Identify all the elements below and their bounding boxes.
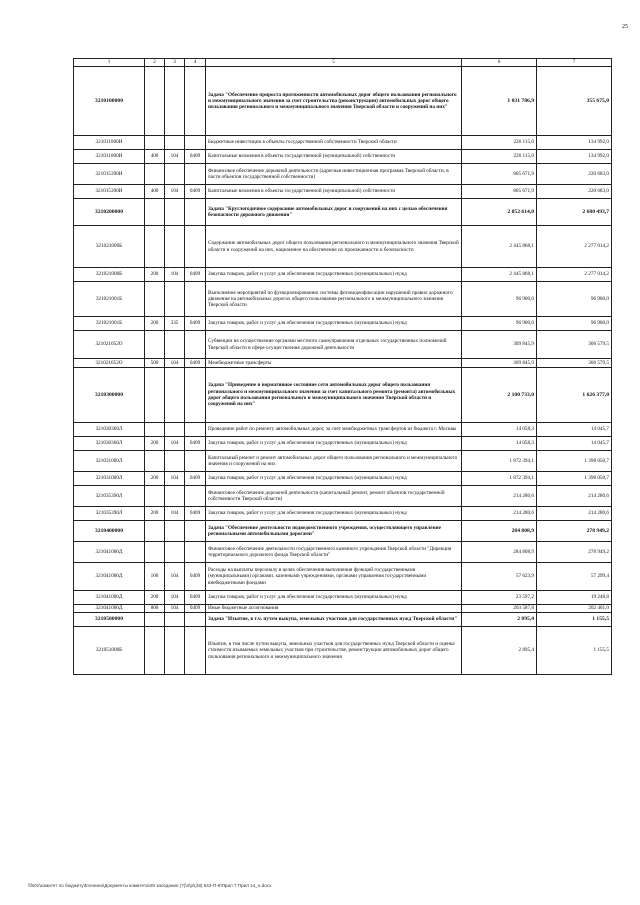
cell-col2: 200 [145,507,165,521]
table-row [74,226,612,268]
cell-value-col7: 220 683,0 [537,185,612,199]
cell-value-col7: 14 045,7 [537,437,612,451]
cell-description: Задача "Обеспечение деятельности подведомственного учреждения, осуществляющего управление региональными автомобильными дорогами" [206,521,462,542]
budget-table-body [74,67,612,675]
cell-value-col7: 306 579,5 [537,331,612,359]
table-row [74,563,612,591]
cell-code: 321035390Л [74,507,145,521]
cell-col2 [145,199,165,226]
table-row [74,423,612,437]
cell-col4: 0409 [185,605,206,613]
cell-col3 [165,331,185,359]
cell-value-col7: 202 401,0 [537,605,612,613]
table-row [74,331,612,359]
cell-value-col6: 805 671,9 [462,164,537,185]
cell-code: 321041000Д [74,605,145,613]
cell-value-col7: 96 900,0 [537,282,612,317]
cell-col2: 400 [145,150,165,164]
cell-col3: 335 [165,317,185,331]
cell-col3 [165,226,185,268]
cell-col2 [145,627,165,675]
cell-value-col7: 306 579,5 [537,359,612,368]
cell-col2 [145,67,165,136]
cell-value-col6: 226 115,0 [462,136,537,150]
cell-code: 321031000Л [74,472,145,486]
table-row [74,437,612,451]
cell-value-col6: 1 872 394,1 [462,472,537,486]
cell-code: 321021000Б [74,268,145,282]
cell-value-col7: 19 248,8 [537,591,612,605]
cell-col2 [145,368,165,423]
cell-col3 [165,136,185,150]
cell-col4: 0409 [185,359,206,368]
column-header-7: 7 [537,59,612,67]
column-header-1: 1 [74,59,145,67]
cell-value-col6: 284 808,9 [462,521,537,542]
cell-col2 [145,451,165,472]
cell-col4 [185,164,206,185]
cell-value-col7: 1 155,5 [537,627,612,675]
cell-col3 [165,521,185,542]
task-row [74,368,612,423]
cell-value-col6: 214 280,6 [462,486,537,507]
cell-col3 [165,451,185,472]
cell-col4: 0409 [185,317,206,331]
table-row [74,627,612,675]
cell-col3 [165,164,185,185]
cell-code: 3210300000 [74,368,145,423]
cell-code: 321041000Д [74,563,145,591]
cell-col3 [165,542,185,563]
cell-value-col7: 1 626 377,0 [537,368,612,423]
table-row [74,507,612,521]
cell-value-col6: 805 671,9 [462,185,537,199]
cell-value-col6: 309 845,9 [462,359,537,368]
cell-description: Закупка товаров, работ и услуг для обеспечения государственных (муниципальных) нужд [206,317,462,331]
cell-col4: 0409 [185,591,206,605]
cell-value-col6: 14 058,3 [462,437,537,451]
table-row [74,136,612,150]
cell-description: Выполнение мероприятий по функционированию системы фотовидеофиксации нарушений правил дорожного движения на автомобильных дорогах общего пользования регионального и межмуниципального значения Тверской области [206,282,462,317]
column-header-2: 2 [145,59,165,67]
table-row [74,268,612,282]
column-header-4: 4 [185,59,206,67]
cell-code: 321021000Б [74,226,145,268]
cell-code: 321011000И [74,150,145,164]
cell-value-col7: 355 675,0 [537,67,612,136]
cell-value-col6: 2 895,4 [462,627,537,675]
cell-description: Задача "Изъятие, в т.ч. путем выкупа, земельных участков для государственных нужд Тверской области" [206,613,462,627]
footer-file-path: \\fs01\комитет по бюджету\Есенина\Документы комитета\28 заседание (7)\п\р\(28) 542-П-6\Прил 7 Прил 14_н.docx [28,883,272,888]
cell-col3: 104 [165,472,185,486]
cell-value-col6: 226 115,0 [462,150,537,164]
cell-col2: 200 [145,317,165,331]
cell-code: 3210200000 [74,199,145,226]
cell-value-col7: 214 280,6 [537,507,612,521]
table-row [74,317,612,331]
cell-value-col7: 1 398 050,7 [537,472,612,486]
cell-col3: 104 [165,437,185,451]
cell-code: 3210100000 [74,67,145,136]
cell-code: 321015390И [74,185,145,199]
task-row [74,199,612,226]
cell-col3: 104 [165,359,185,368]
task-row [74,67,612,136]
cell-value-col7: 96 900,0 [537,317,612,331]
cell-col3 [165,423,185,437]
page-number: 25 [622,24,628,30]
cell-col4 [185,613,206,627]
table-row [74,605,612,613]
cell-value-col6: 96 900,0 [462,282,537,317]
table-row [74,486,612,507]
table-row [74,359,612,368]
cell-col2: 100 [145,563,165,591]
cell-col3 [165,67,185,136]
cell-description: Изъятие, в том числе путем выкупа, земельных участков для государственных нужд Тверской области и оценка стоимости изымаемых земельных участков при строительстве, реконструкции автомобильных дорог общего пользования регионального и межмуниципального значения [206,627,462,675]
budget-table [73,58,612,675]
cell-description: Проведение работ по ремонту автомобильных дорог, за счет межбюджетных трансфертов из бюджета г. Москвы [206,423,462,437]
cell-description: Задача "Приведение в нормативное состояние сети автомобильных дорог общего пользования регионального и межмуниципального значения за счет капитального ремонта (ремонта) автомобильных дорог общего пользования регионального и межмуниципального значения Тверской области и сооружений на них" [206,368,462,423]
cell-col4 [185,199,206,226]
cell-value-col7: 2 277 014,2 [537,226,612,268]
column-header-6: 6 [462,59,537,67]
cell-code: 321030360Л [74,437,145,451]
cell-col3 [165,199,185,226]
cell-description: Капитальные вложения в объекты государственной (муниципальной) собственности [206,150,462,164]
cell-col2 [145,136,165,150]
cell-value-col7: 278 949,2 [537,521,612,542]
cell-code: 321041000Д [74,591,145,605]
cell-value-col6: 214 280,6 [462,507,537,521]
cell-col3 [165,368,185,423]
cell-code: 321030360Л [74,423,145,437]
cell-description: Задача "Обеспечение прироста протяженности автомобильных дорог общего пользования регионального и межмуниципального значения за счет строительства (реконструкции) автомобильных дорог общего пользования регионального и межмуниципального значения Тверской области и сооружений на них" [206,67,462,136]
cell-value-col6: 2 445 868,1 [462,226,537,268]
cell-col2: 200 [145,437,165,451]
cell-value-col6: 1 872 394,1 [462,451,537,472]
cell-col2 [145,164,165,185]
cell-col2: 200 [145,268,165,282]
table-row [74,185,612,199]
cell-code: 321021001Б [74,282,145,317]
cell-col4 [185,521,206,542]
cell-value-col6: 23 597,2 [462,591,537,605]
cell-col4 [185,627,206,675]
cell-code: 321041000Д [74,542,145,563]
cell-col2: 400 [145,185,165,199]
cell-col4: 0409 [185,268,206,282]
cell-value-col6: 2 852 614,0 [462,199,537,226]
table-row [74,164,612,185]
cell-description: Финансовое обеспечение дорожной деятельности (адресная инвестиционная программа Тверской области, в части объектов государственной собственности) [206,164,462,185]
cell-col4 [185,136,206,150]
cell-col4 [185,486,206,507]
cell-col4 [185,451,206,472]
cell-col4 [185,542,206,563]
cell-col4 [185,282,206,317]
cell-col4: 0409 [185,437,206,451]
cell-value-col6: 14 058,3 [462,423,537,437]
cell-description: Субвенции на осуществление органами местного самоуправления отдельных государственных полномочий Тверской области в сфере осуществления дорожной деятельности [206,331,462,359]
cell-value-col7: 2 680 493,7 [537,199,612,226]
cell-code: 321021052О [74,331,145,359]
cell-col2: 800 [145,605,165,613]
cell-description: Расходы на выплаты персоналу в целях обеспечения выполнения функций государственными (муниципальными) органами, казенными учреждениями, органами управления государственными внебюджетными фондами [206,563,462,591]
cell-value-col7: 134 992,0 [537,136,612,150]
cell-col4: 0409 [185,507,206,521]
column-header-3: 3 [165,59,185,67]
cell-col2 [145,226,165,268]
cell-value-col7: 57 299,4 [537,563,612,591]
cell-col2 [145,613,165,627]
cell-col3: 104 [165,150,185,164]
cell-description: Межбюджетные трансферты [206,359,462,368]
table-row [74,472,612,486]
cell-col4 [185,226,206,268]
cell-value-col7: 134 992,0 [537,150,612,164]
cell-code: 321011000И [74,136,145,150]
cell-col2: 200 [145,591,165,605]
task-row [74,613,612,627]
cell-col3: 104 [165,185,185,199]
cell-description: Финансовое обеспечение дорожной деятельности (капитальный ремонт, ремонт объектов государственной собственности Тверской области) [206,486,462,507]
cell-code: 321035390Л [74,486,145,507]
cell-description: Бюджетные инвестиции в объекты государственной собственности Тверской области [206,136,462,150]
cell-value-col6: 2 895,4 [462,613,537,627]
cell-col2 [145,423,165,437]
cell-col3 [165,627,185,675]
cell-col2 [145,331,165,359]
cell-col4 [185,423,206,437]
cell-description: Иные бюджетные ассигнования [206,605,462,613]
cell-col4: 0409 [185,563,206,591]
cell-value-col6: 1 031 786,9 [462,67,537,136]
cell-value-col6: 309 845,9 [462,331,537,359]
column-header-5: 5 [206,59,462,67]
cell-col4 [185,368,206,423]
cell-description: Закупка товаров, работ и услуг для обеспечения государственных (муниципальных) нужд [206,268,462,282]
cell-value-col6: 96 900,0 [462,317,537,331]
cell-value-col7: 1 398 050,7 [537,451,612,472]
cell-value-col7: 220 683,0 [537,164,612,185]
cell-description: Финансовое обеспечение деятельности государственного казенного учреждения Тверской области "Дирекция территориального дорожного фонда Тверской области" [206,542,462,563]
cell-col3: 104 [165,605,185,613]
cell-value-col6: 2 100 733,0 [462,368,537,423]
cell-description: Закупка товаров, работ и услуг для обеспечения государственных (муниципальных) нужд [206,507,462,521]
cell-col3 [165,486,185,507]
cell-description: Капитальный ремонт и ремонт автомобильных дорог общего пользования регионального и межмуниципального значения и сооружений на них [206,451,462,472]
cell-description: Закупка товаров, работ и услуг для обеспечения государственных (муниципальных) нужд [206,472,462,486]
cell-code: 3210400000 [74,521,145,542]
cell-value-col7: 1 155,5 [537,613,612,627]
cell-code: 321051000Б [74,627,145,675]
cell-description: Задача "Круглогодичное содержание автомобильных дорог и сооружений на них с целью обеспечения безопасности дорожного движения" [206,199,462,226]
cell-col4: 0409 [185,150,206,164]
cell-value-col6: 203 587,8 [462,605,537,613]
cell-description: Капитальные вложения в объекты государственной (муниципальной) собственности [206,185,462,199]
table-row [74,542,612,563]
cell-value-col7: 214 280,6 [537,486,612,507]
cell-description: Закупка товаров, работ и услуг для обеспечения государственных (муниципальных) нужд [206,437,462,451]
table-row [74,282,612,317]
cell-description: Закупка товаров, работ и услуг для обеспечения государственных (муниципальных) нужд [206,591,462,605]
column-number-row [74,59,612,67]
cell-col3: 104 [165,563,185,591]
task-row [74,521,612,542]
cell-code: 321015390И [74,164,145,185]
cell-code: 321021052О [74,359,145,368]
cell-code: 3210500000 [74,613,145,627]
cell-col2 [145,542,165,563]
cell-col4 [185,331,206,359]
cell-col3: 104 [165,268,185,282]
cell-code: 321031000Л [74,451,145,472]
cell-value-col7: 278 949,2 [537,542,612,563]
cell-description: Содержание автомобильных дорог общего пользования регионального и межмуниципального значения Тверской области и сооружений на них, нацеленное на обеспечение их проезжаемости и безопасности [206,226,462,268]
cell-value-col6: 2 445 868,1 [462,268,537,282]
cell-value-col7: 2 277 014,2 [537,268,612,282]
cell-value-col6: 284 808,9 [462,542,537,563]
cell-col3: 104 [165,507,185,521]
table-row [74,451,612,472]
cell-col3: 104 [165,591,185,605]
cell-col2: 500 [145,359,165,368]
cell-col2: 200 [145,472,165,486]
cell-col2 [145,521,165,542]
cell-col4 [185,67,206,136]
cell-col2 [145,486,165,507]
cell-col4: 0409 [185,185,206,199]
cell-col3 [165,282,185,317]
cell-col3 [165,613,185,627]
cell-col2 [145,282,165,317]
table-row [74,591,612,605]
table-row [74,150,612,164]
cell-value-col7: 14 045,7 [537,423,612,437]
cell-value-col6: 57 623,9 [462,563,537,591]
cell-col4: 0409 [185,472,206,486]
cell-code: 321021001Б [74,317,145,331]
